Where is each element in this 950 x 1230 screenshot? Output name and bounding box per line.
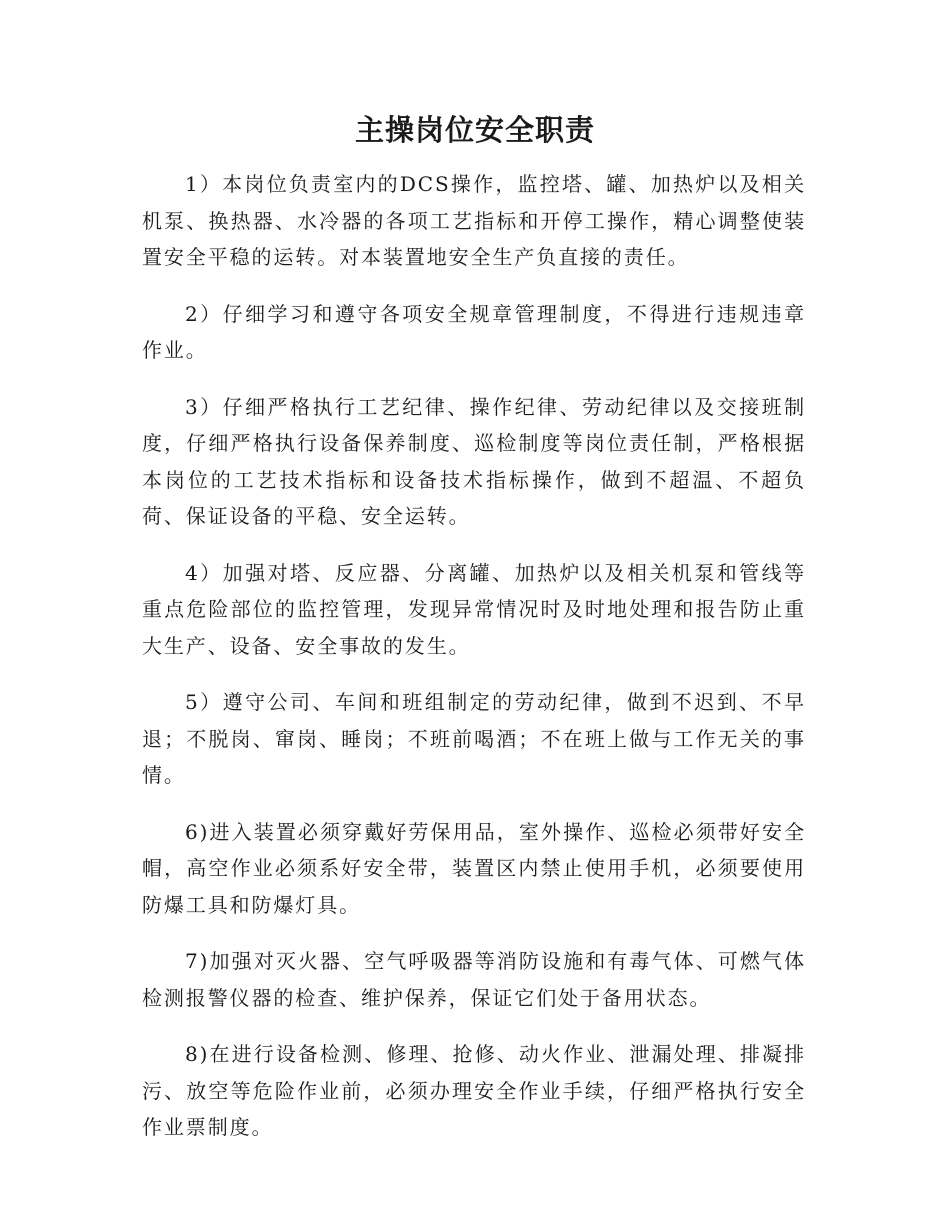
document-title: 主操岗位安全职责 <box>354 113 595 147</box>
document-body <box>142 166 806 1166</box>
paragraph-2: 2）仔细学习和遵守各项安全规章管理制度，不得进行违规违章作业。 <box>142 301 806 362</box>
paragraph-8: 8)在进行设备检测、修理、抢修、动火作业、泄漏处理、排凝排污、放空等危险作业前，必须办理安全作业手续，仔细严格执行安全作业票制度。 <box>142 1042 806 1139</box>
paragraph-1: 1）本岗位负责室内的DCS操作，监控塔、罐、加热炉以及相关机泵、换热器、水冷器的各项工艺指标和开停工操作，精心调整使装置安全平稳的运转。对本装置地安全生产负直接的责任。 <box>142 172 806 269</box>
paragraph-4: 4）加强对塔、反应器、分离罐、加热炉以及相关机泵和管线等重点危险部位的监控管理，发现异常情况时及时地处理和报告防止重大生产、设备、安全事故的发生。 <box>142 560 806 658</box>
paragraph-5: 5）遵守公司、车间和班组制定的劳动纪律，做到不迟到、不早退；不脱岗、窜岗、睡岗；不班前喝酒；不在班上做与工作无关的事情。 <box>142 690 806 787</box>
paragraph-7: 7)加强对灭火器、空气呼吸器等消防设施和有毒气体、可燃气体检测报警仪器的检查、维护保养，保证它们处于备用状态。 <box>142 949 806 1010</box>
paragraph-6: 6)进入装置必须穿戴好劳保用品，室外操作、巡检必须带好安全帽，高空作业必须系好安全带，装置区内禁止使用手机，必须要使用防爆工具和防爆灯具。 <box>142 819 806 917</box>
paragraph-3: 3）仔细严格执行工艺纪律、操作纪律、劳动纪律以及交接班制度，仔细严格执行设备保养制度、巡检制度等岗位责任制，严格根据本岗位的工艺技术指标和设备技术指标操作，做到不超温、不超负荷、保证设备的平稳、安全运转。 <box>142 394 806 528</box>
